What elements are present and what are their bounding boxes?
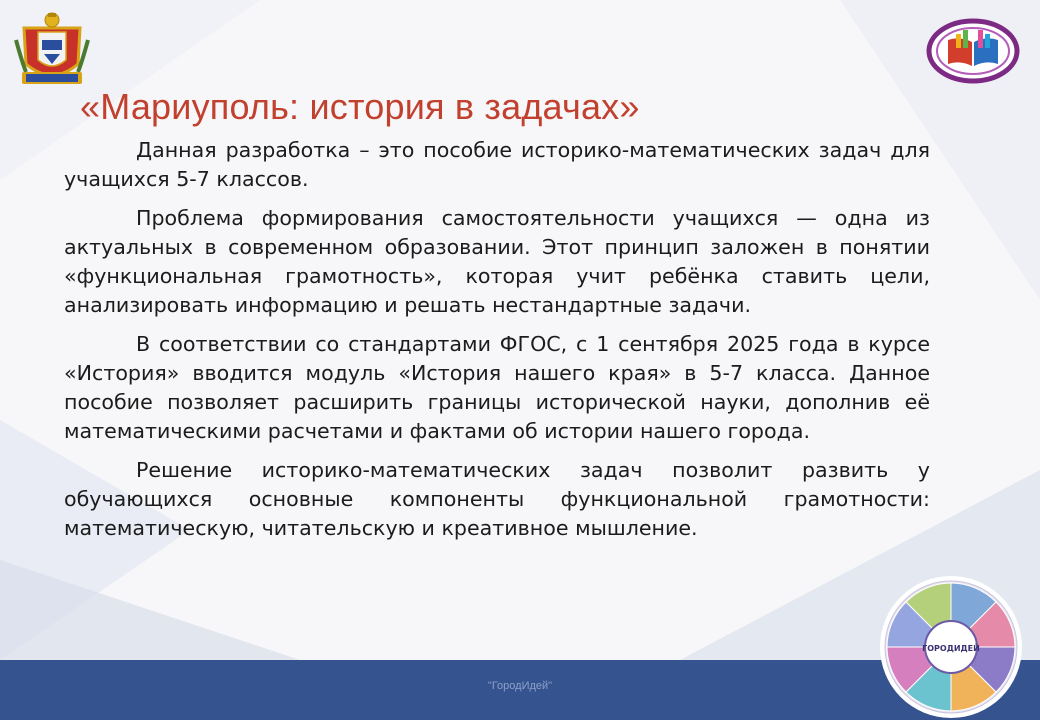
- slide-title: «Мариуполь: история в задачах»: [80, 86, 640, 127]
- coat-of-arms-icon: [14, 10, 90, 90]
- book-logo-icon: [926, 18, 1020, 84]
- footer-label: "ГородИдей": [487, 680, 553, 692]
- paragraph-conclusion: Решение историко-математических задач позволит развить у обучающихся основные компоненты функциональной грамотности: математическую, читательскую и креативное мышление.: [64, 458, 930, 540]
- city-badge-icon: [878, 574, 1024, 720]
- slide-body: [64, 136, 930, 553]
- paragraph-standards: В соответствии со стандартами ФГОС, с 1 сентября 2025 года в курсе «История» вводится модуль «История нашего края» в 5-7 класса. Данное пособие позволяет расширить границы исторической науки, дополнив её математическими расчетами и фактами об истории нашего города.: [64, 332, 930, 443]
- paragraph-problem: Проблема формирования самостоятельности учащихся — одна из актуальных в современном образовании. Этот принцип заложен в понятии «функциональная грамотность», которая учит ребёнка ставить цели, анализировать информацию и решать нестандартные задачи.: [64, 206, 930, 317]
- badge-label: ГОРОДИДЕЙ: [922, 644, 980, 653]
- paragraph-intro: Данная разработка – это пособие историко-математических задач для учащихся 5-7 классов.: [64, 138, 930, 191]
